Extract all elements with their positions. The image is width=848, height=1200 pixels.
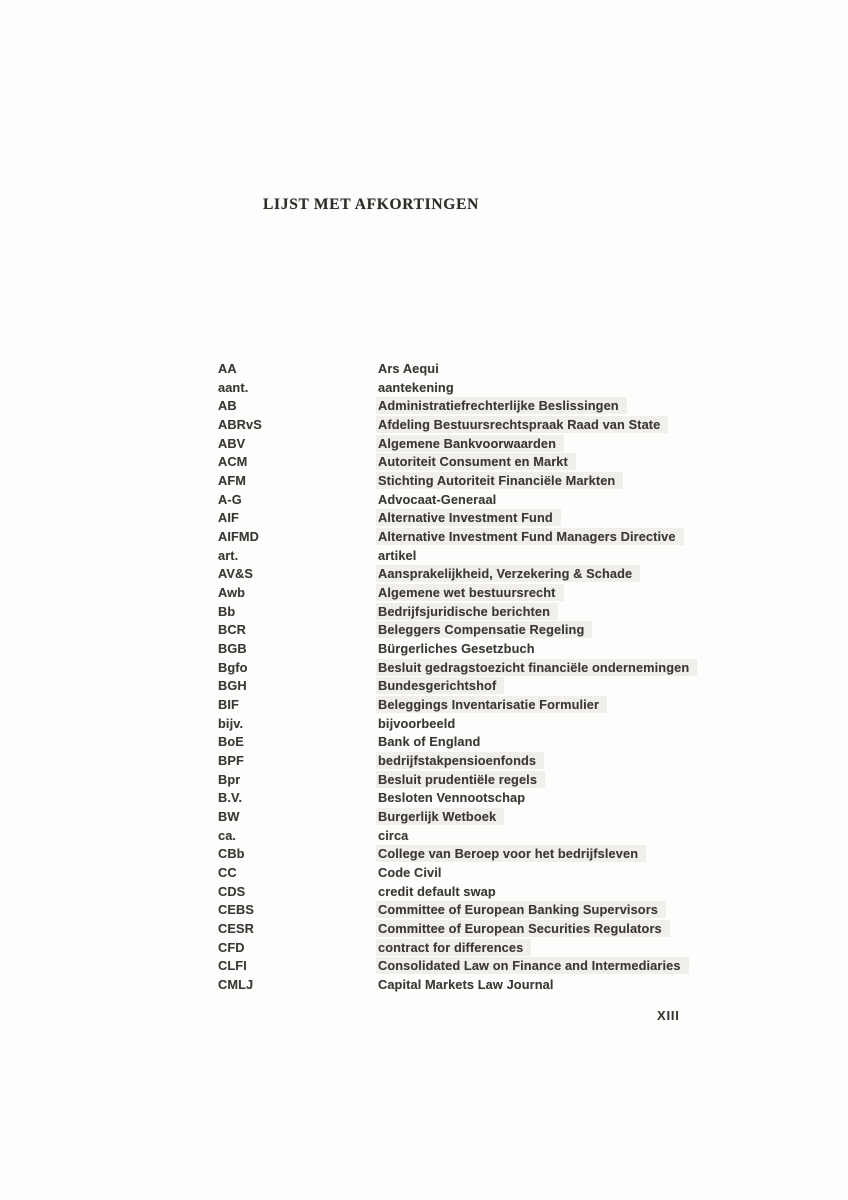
abbreviation: CEBS: [218, 902, 254, 918]
definition: Afdeling Bestuursrechtspraak Raad van State: [376, 416, 668, 433]
abbreviation: art.: [218, 547, 239, 563]
abbreviation-row: [218, 471, 688, 490]
abbreviation: BW: [218, 808, 240, 824]
abbreviation-row: [218, 676, 688, 695]
abbreviation-row: [218, 658, 688, 677]
definition: Autoriteit Consument en Markt: [376, 453, 576, 470]
abbreviation-row: [218, 807, 688, 826]
definition: Algemene Bankvoorwaarden: [376, 435, 564, 452]
abbreviation-row: [218, 602, 688, 621]
abbreviation-row: [218, 452, 688, 471]
definition: credit default swap: [378, 883, 496, 899]
abbreviation-row: [218, 415, 688, 434]
abbreviation: Bgfo: [218, 659, 248, 675]
abbreviation: A-G: [218, 491, 242, 507]
abbreviation: CMLJ: [218, 977, 254, 992]
page-title: LIJST MET AFKORTINGEN: [263, 196, 479, 213]
abbreviation-row: [218, 639, 688, 658]
abbreviation: BGB: [218, 640, 247, 656]
abbreviation: CBb: [218, 846, 245, 862]
abbreviation: bijv.: [218, 715, 244, 731]
abbreviation-row: [218, 863, 688, 882]
abbreviation-row: [218, 826, 688, 845]
definition: Alternative Investment Fund: [376, 509, 561, 526]
abbreviation: AIFMD: [218, 528, 260, 544]
abbreviation-row: [218, 583, 688, 602]
page-number: XIII: [657, 1008, 680, 1023]
abbreviation-row: [218, 900, 688, 919]
abbreviation-row: [218, 844, 688, 863]
definition: Consolidated Law on Finance and Intermediaries: [376, 957, 689, 974]
abbreviation: CFD: [218, 939, 245, 955]
abbreviation: BPF: [218, 752, 244, 768]
abbreviation-row: [218, 434, 688, 453]
abbreviation: BoE: [218, 734, 244, 750]
definition: Beleggers Compensatie Regeling: [376, 621, 592, 638]
abbreviation-row: [218, 527, 688, 546]
definition: Advocaat-Generaal: [378, 491, 497, 507]
definition: bijvoorbeeld: [378, 715, 456, 731]
abbreviation: CLFI: [218, 958, 247, 974]
abbreviation: AA: [218, 360, 237, 376]
definition: Burgerlijk Wetboek: [376, 808, 504, 825]
definition: Capital Markets Law Journal: [378, 977, 554, 992]
definition: College van Beroep voor het bedrijfsleven: [376, 845, 646, 862]
abbreviation-row: [218, 396, 688, 415]
abbreviation-row: [218, 751, 688, 770]
abbreviation-row: [218, 919, 688, 938]
abbreviation-row: [218, 508, 688, 527]
definition: Bürgerliches Gesetzbuch: [378, 640, 535, 656]
abbreviation: BCR: [218, 622, 247, 638]
abbreviation-row: [218, 770, 688, 789]
abbreviation: CDS: [218, 883, 246, 899]
definition: circa: [378, 827, 409, 843]
abbreviation: AB: [218, 398, 237, 414]
abbreviation: Bb: [218, 603, 236, 619]
abbreviation: Bpr: [218, 771, 241, 787]
abbreviation: CESR: [218, 920, 254, 936]
definition: Besluit prudentiële regels: [376, 771, 545, 788]
abbreviation: BGH: [218, 678, 247, 694]
abbreviation: AIF: [218, 510, 239, 526]
abbreviation-row: [218, 957, 688, 976]
definition: aantekening: [378, 379, 454, 395]
definition: Aansprakelijkheid, Verzekering & Schade: [376, 565, 640, 582]
definition: contract for differences: [376, 939, 531, 956]
definition: Bedrijfsjuridische berichten: [376, 603, 558, 620]
abbreviation-list: [218, 359, 688, 994]
abbreviation-row: [218, 359, 688, 378]
definition: Stichting Autoriteit Financiële Markten: [376, 472, 623, 489]
abbreviation: aant.: [218, 379, 249, 395]
abbreviation-row: [218, 546, 688, 565]
definition: bedrijfstakpensioenfonds: [376, 752, 544, 769]
definition: artikel: [378, 547, 417, 563]
abbreviation: AFM: [218, 472, 247, 488]
definition: Alternative Investment Fund Managers Directive: [376, 528, 684, 545]
abbreviation-row: [218, 490, 688, 509]
definition: Committee of European Securities Regulators: [376, 920, 670, 937]
abbreviation-row: [218, 788, 688, 807]
abbreviation-row: [218, 714, 688, 733]
definition: Administratiefrechterlijke Beslissingen: [376, 397, 627, 414]
abbreviation-row: [218, 564, 688, 583]
abbreviation-row: [218, 975, 688, 994]
abbreviation: ABRvS: [218, 416, 262, 432]
definition: Committee of European Banking Supervisors: [376, 901, 666, 918]
abbreviation: ABV: [218, 435, 246, 451]
definition: Algemene wet bestuursrecht: [376, 584, 564, 601]
abbreviation: AV&S: [218, 566, 254, 582]
definition: Ars Aequi: [378, 360, 439, 376]
abbreviation-row: [218, 695, 688, 714]
abbreviation: CC: [218, 864, 237, 880]
abbreviation-row: [218, 938, 688, 957]
definition: Bank of England: [378, 734, 481, 750]
abbreviation: B.V.: [218, 790, 243, 806]
abbreviation-row: [218, 732, 688, 751]
abbreviation: ca.: [218, 827, 237, 843]
abbreviation-row: [218, 882, 688, 901]
definition: Beleggings Inventarisatie Formulier: [376, 696, 607, 713]
abbreviation: ACM: [218, 454, 248, 470]
abbreviation: Awb: [218, 584, 246, 600]
abbreviation: BIF: [218, 696, 239, 712]
definition: Bundesgerichtshof: [376, 677, 504, 694]
definition: Besluit gedragstoezicht financiële ondernemingen: [376, 659, 697, 676]
abbreviation-row: [218, 378, 688, 397]
definition: Code Civil: [378, 864, 442, 880]
abbreviation-row: [218, 620, 688, 639]
definition: Besloten Vennootschap: [378, 790, 526, 806]
